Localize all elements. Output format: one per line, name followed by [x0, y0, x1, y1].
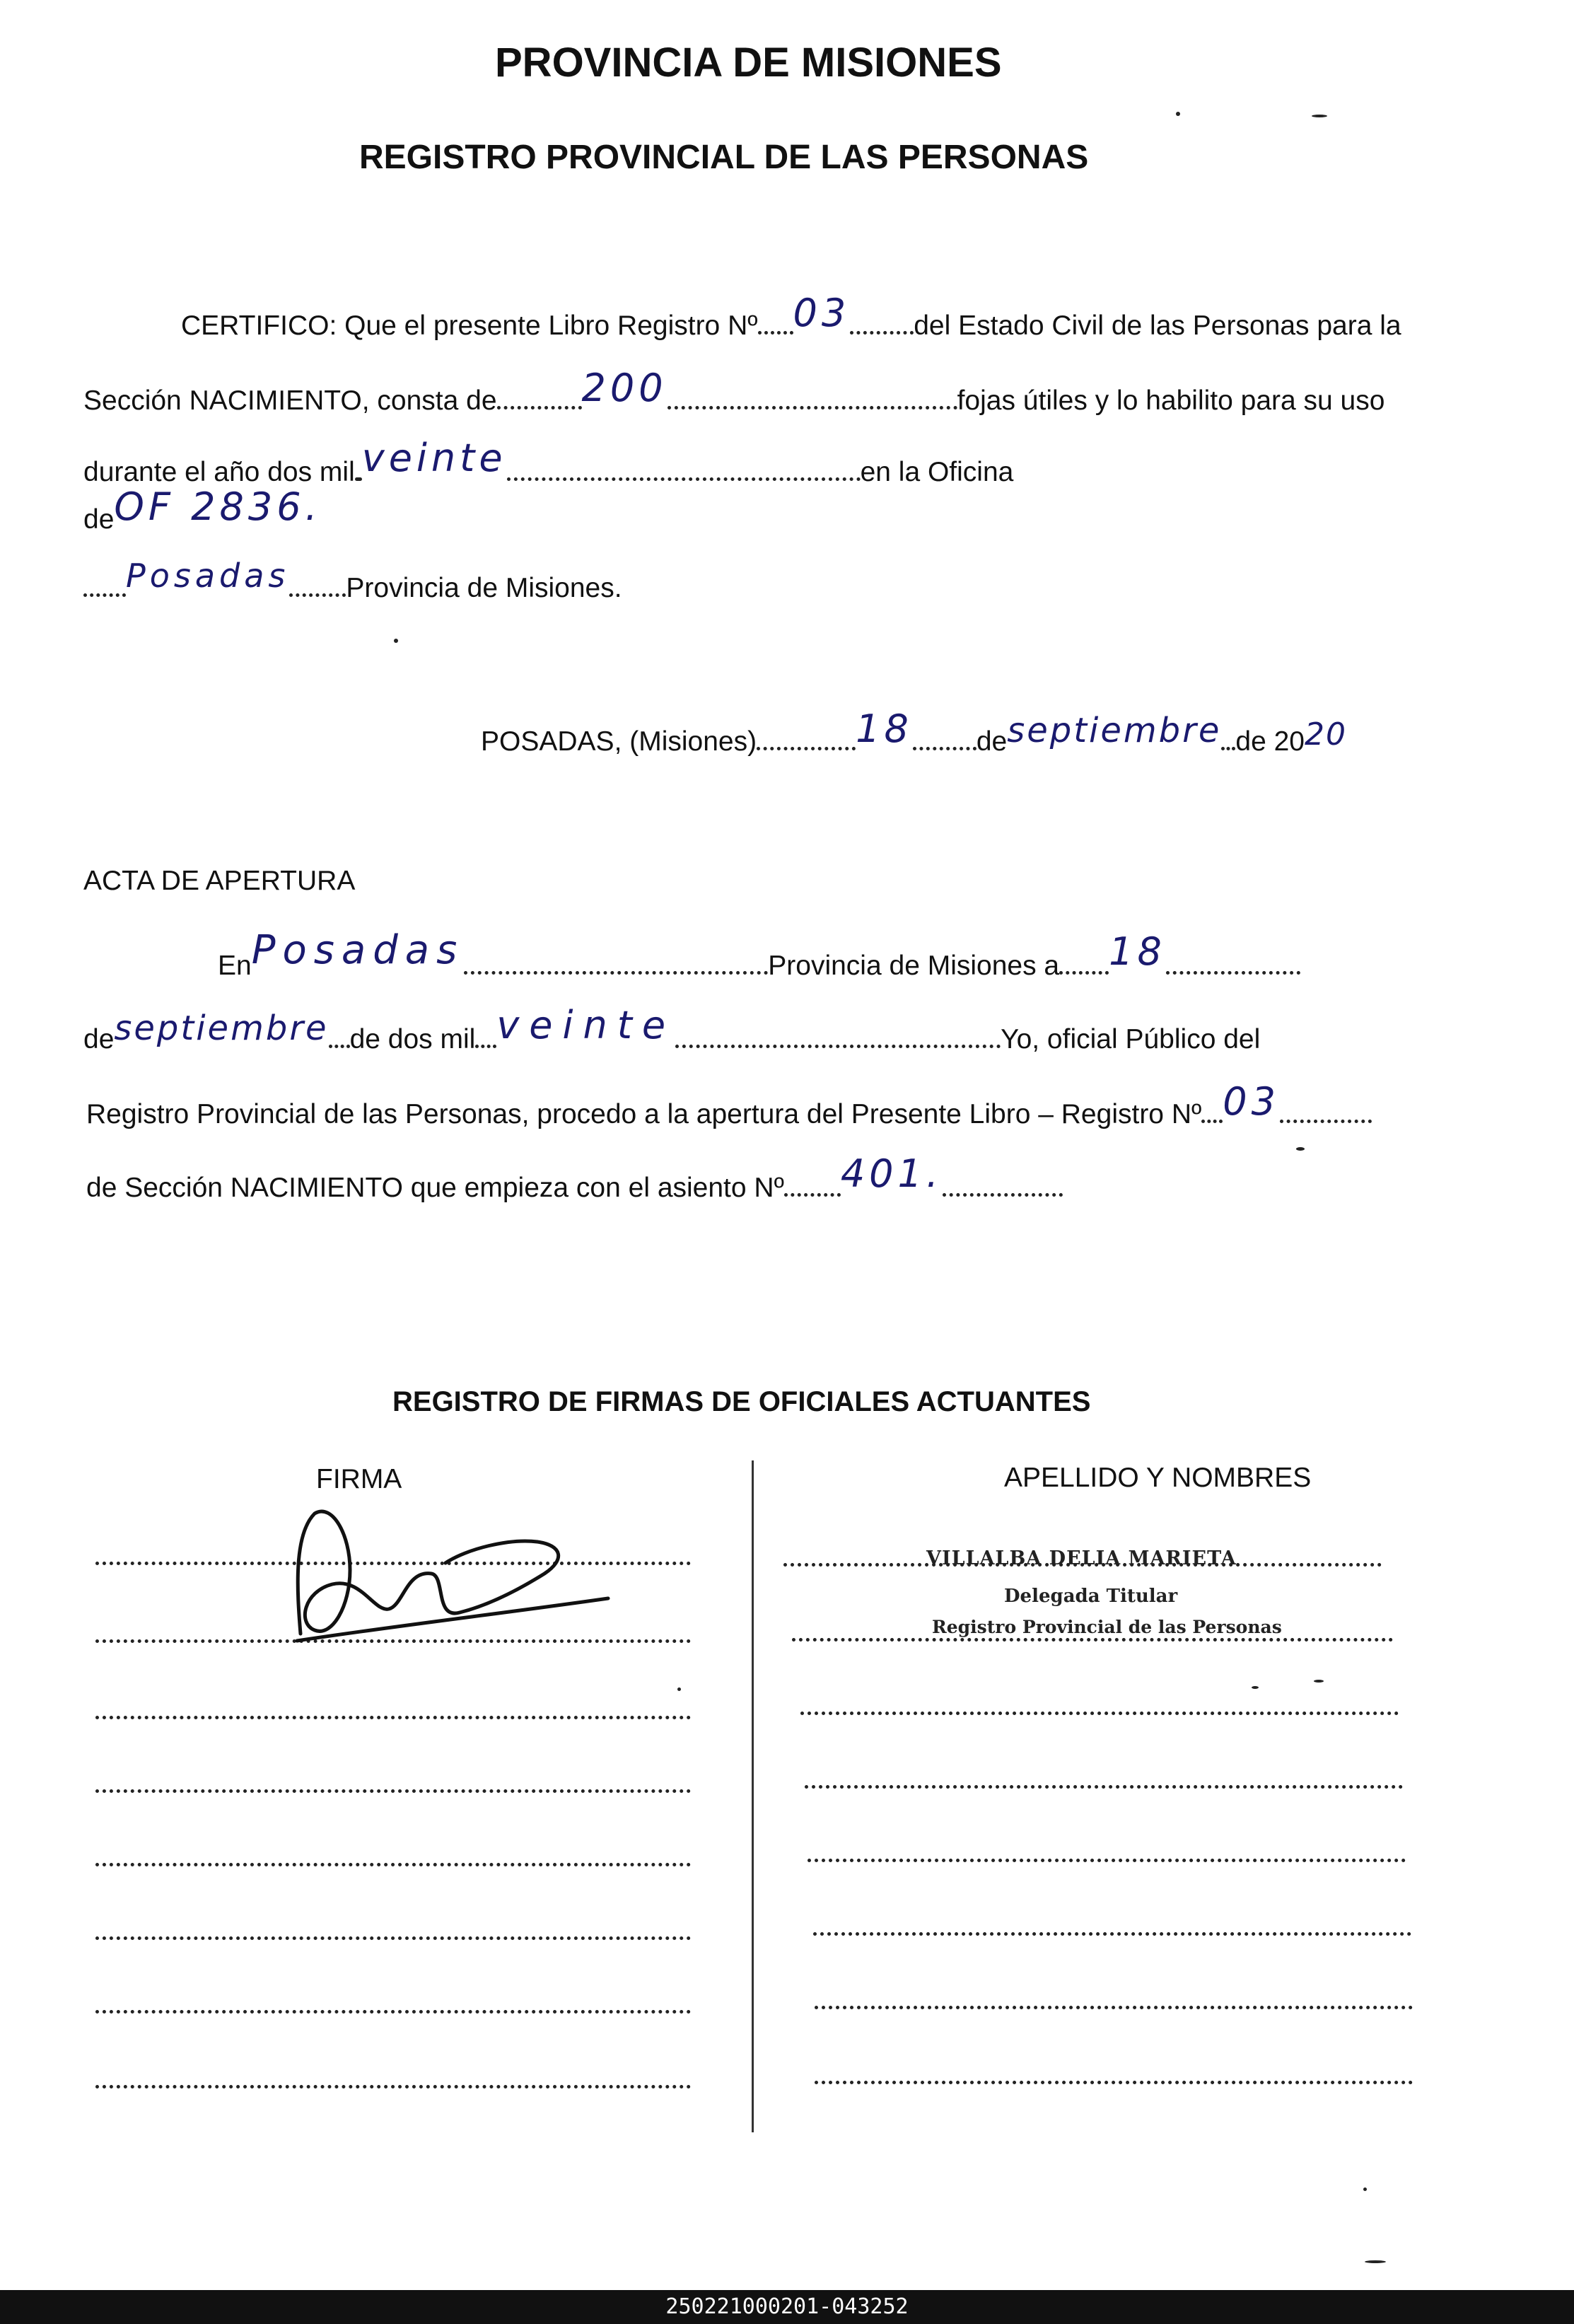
- handwritten-acta-city: Posadas: [251, 927, 465, 973]
- scan-speck: [1314, 1680, 1324, 1683]
- column-header-firma: FIRMA: [316, 1464, 402, 1494]
- acta-line-1: [218, 927, 1300, 982]
- scan-speck: [1363, 2188, 1367, 2191]
- handwritten-year: veinte: [361, 436, 507, 480]
- certificate-text: fojas útiles y lo habilito para su uso: [957, 385, 1385, 416]
- handwritten-office: OF 2836.: [114, 484, 322, 529]
- document-subtitle: REGISTRO PROVINCIAL DE LAS PERSONAS: [359, 139, 1089, 176]
- handwritten-registro-number: 03: [793, 291, 851, 335]
- column-divider: [752, 1460, 754, 2132]
- signatures-heading: REGISTRO DE FIRMAS DE OFICIALES ACTUANTES: [392, 1386, 1091, 1417]
- nombres-line: [813, 1932, 1411, 1936]
- handwritten-asiento-number: 401.: [840, 1151, 943, 1196]
- handwritten-day: 18: [856, 707, 913, 751]
- nombres-line: [805, 1785, 1403, 1789]
- scan-speck: [1365, 2260, 1386, 2263]
- firma-line: [95, 1863, 691, 1866]
- nombres-line: [815, 2006, 1413, 2009]
- scan-speck: [1296, 1147, 1305, 1151]
- certificate-text: durante el año dos mil: [83, 457, 355, 487]
- nombres-line: [815, 2081, 1413, 2084]
- certificate-text: Sección NACIMIENTO, consta de: [83, 385, 497, 416]
- certificate-text: CERTIFICO: Que el presente Libro Registro Nº: [181, 310, 758, 341]
- firma-line: [95, 1716, 691, 1719]
- nombres-line: [808, 1859, 1406, 1862]
- handwritten-signature: [283, 1506, 679, 1648]
- acta-line-3: [86, 1079, 1372, 1129]
- document-title: PROVINCIA DE MISIONES: [495, 40, 1002, 86]
- handwritten-acta-registro: 03: [1223, 1079, 1280, 1124]
- handwritten-month: septiembre: [1007, 711, 1222, 750]
- date-text: POSADAS, (Misiones): [481, 726, 757, 757]
- nombres-line: [792, 1638, 1393, 1642]
- certificate-text: de: [83, 504, 115, 535]
- scan-code: 250221000201-043252: [665, 2294, 909, 2319]
- firma-line: [95, 2010, 691, 2014]
- firma-line: [95, 1936, 691, 1940]
- acta-text: de Sección NACIMIENTO que empieza con el asiento Nº: [86, 1173, 784, 1203]
- acta-text: Provincia de Misiones a: [768, 951, 1060, 981]
- acta-line-4: [86, 1151, 1063, 1203]
- certificate-text: en la Oficina: [860, 457, 1014, 487]
- certificate-line-2: [83, 366, 1385, 416]
- firma-line: [95, 2085, 691, 2088]
- certificate-line-4: [83, 484, 322, 535]
- handwritten-fojas-count: 200: [581, 366, 668, 410]
- handwritten-city: Posadas: [126, 557, 290, 595]
- certificate-line-5: [83, 557, 622, 603]
- certificate-date-line: [481, 707, 1348, 757]
- date-text: de 20: [1235, 726, 1305, 757]
- stamp-name: VILLALBA DELIA MARIETA: [926, 1547, 1237, 1569]
- acta-text: de: [83, 1024, 115, 1054]
- column-header-apellido-nombres: APELLIDO Y NOMBRES: [1004, 1463, 1312, 1493]
- certificate-text: Provincia de Misiones.: [346, 573, 622, 603]
- scan-speck: [677, 1687, 681, 1691]
- firma-line: [95, 1789, 691, 1793]
- handwritten-acta-day: 18: [1109, 929, 1166, 974]
- scan-footer-bar: [0, 2290, 1574, 2324]
- scan-speck: [1252, 1686, 1259, 1689]
- acta-text: Yo, oficial Público del: [1001, 1024, 1261, 1054]
- scan-speck: [1312, 115, 1327, 117]
- nombres-line: [800, 1712, 1399, 1715]
- date-text: de: [976, 726, 1008, 757]
- certificate-text: del Estado Civil de las Personas para la: [914, 310, 1401, 341]
- handwritten-year-digits: 20: [1305, 716, 1348, 753]
- handwritten-acta-month: septiembre: [114, 1009, 329, 1048]
- acta-text: de dos mil: [349, 1024, 476, 1054]
- handwritten-acta-year: veinte: [496, 1003, 676, 1047]
- certificate-line-1: [181, 291, 1401, 341]
- acta-heading: ACTA DE APERTURA: [83, 866, 356, 896]
- scan-speck: [1176, 112, 1180, 116]
- acta-text: En: [218, 951, 252, 981]
- certificate-line-3: [83, 436, 1014, 487]
- scan-speck: [394, 639, 398, 643]
- stamp-role: Delegada Titular: [1004, 1586, 1178, 1607]
- acta-text: Registro Provincial de las Personas, procedo a la apertura del Presente Libro – Registro Nº: [86, 1099, 1202, 1129]
- stamp-organization: Registro Provincial de las Personas: [932, 1617, 1282, 1637]
- acta-line-2: [83, 1003, 1261, 1054]
